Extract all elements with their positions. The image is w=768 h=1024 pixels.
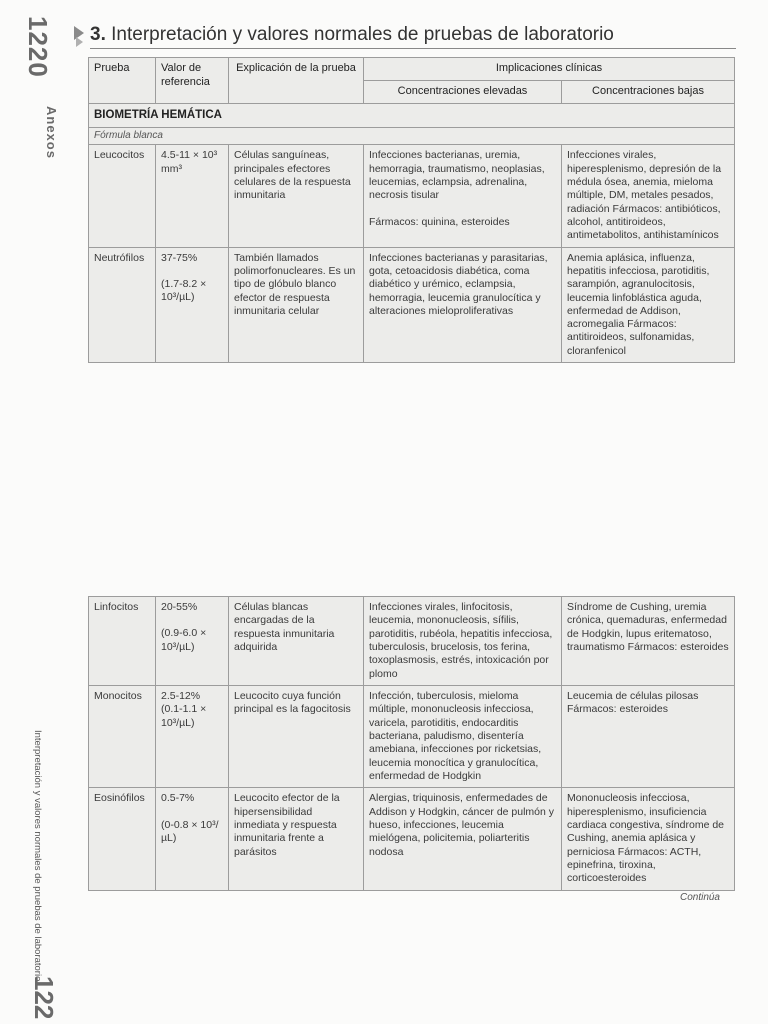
cell-low — [562, 247, 735, 363]
cell-reference-paragraph: 37-75% — [161, 251, 198, 264]
table-row — [89, 145, 735, 247]
cell-reference — [156, 597, 229, 686]
table-row — [89, 597, 735, 686]
cell-low-paragraph: Leucemia de células pilosas Fármacos: esteroides — [567, 689, 699, 716]
cell-high-paragraph: Infecciones bacterianas y parasitarias, gota, cetoacidosis diabética, coma diabético y urémico, eclampsia, hemorragia, leucemia granulocítica y alteraciones mieloproliferativas — [369, 251, 548, 317]
cell-explanation: También llamados polimorfonucleares. Es un tipo de glóbulo blanco efector de respuesta inmunitaria celular — [229, 247, 364, 363]
cell-high — [364, 685, 562, 787]
table-row — [89, 685, 735, 787]
cell-high — [364, 788, 562, 890]
cell-explanation: Células blancas encargadas de la respuesta inmunitaria adquirida — [229, 597, 364, 686]
cell-high-paragraph: Infecciones virales, linfocitosis, leucemia, mononucleosis, sífilis, parotiditis, rubéola, hepatitis infecciosa, tuberculosis, brucelosis, tos ferina, toxoplasmosis, estrés, intoxicación por plomo — [369, 601, 553, 680]
table-row — [89, 788, 735, 890]
cell-low-paragraph: Infecciones virales, hiperesplenismo, depresión de la médula ósea, anemia, mieloma múltiple, DM, metales pesados, radiación Fármacos: antibióticos, alcohol, antitiroideos, antimetabolitos, antihistamínicos — [567, 149, 722, 242]
page-number-top: 1220 — [23, 16, 53, 78]
page-number-bottom: 122 — [29, 976, 59, 1020]
cell-low-paragraph: Anemia aplásica, influenza, hepatitis infecciosa, parotiditis, sarampión, agranulocitosis, leucemia linfoblástica aguda, enfermedad de Addison, acromegalia Fármacos: antitiroideos, sulfonamidas, cloranfenicol — [567, 251, 710, 357]
cell-reference-paragraph: 0.5-7% — [161, 792, 195, 805]
cell-high — [364, 597, 562, 686]
continues-label: Continúa — [679, 892, 720, 903]
cell-high-paragraph: Fármacos: quinina, esteroides — [369, 215, 510, 228]
cell-reference-paragraph: 2.5-12% (0.1-1.1 × 10³/µL) — [161, 689, 207, 729]
cell-low-paragraph: Síndrome de Cushing, uremia crónica, quemaduras, enfermedad de Hodgkin, lupus eritematoso, traumatismo Fármacos: esteroides — [567, 601, 729, 653]
cell-high-paragraph: Infecciones bacterianas, uremia, hemorragia, traumatismo, neoplasias, leucemias, eclampsia, adrenalina, necrosis tisular — [369, 149, 545, 202]
chapter-title: Interpretación y valores normales de pruebas de laboratorio — [111, 24, 614, 45]
cell-explanation: Leucocito efector de la hipersensibilidad inmediata y respuesta inmunitaria frente a parásitos — [229, 788, 364, 890]
chapter-header — [90, 24, 736, 49]
cell-high — [364, 145, 562, 247]
chapter-arrow-small-icon — [76, 37, 83, 47]
sidebar-bottom — [28, 730, 59, 1020]
cell-low — [562, 788, 735, 890]
header-test: Prueba — [89, 58, 156, 104]
subsection-title: Fórmula blanca — [89, 127, 735, 145]
cell-explanation: Leucocito cuya función principal es la fagocitosis — [229, 685, 364, 787]
cell-reference — [156, 788, 229, 890]
cell-high-paragraph: Alergias, triquinosis, enfermedades de Addison y Hodgkin, cáncer de pulmón y hueso, infecciones, leucemia mielógena, policitemia, poliarteritis nodosa — [369, 792, 555, 858]
cell-low — [562, 597, 735, 686]
section-label: Anexos — [44, 106, 59, 159]
header-high: Concentraciones elevadas — [364, 80, 562, 103]
header-low: Concentraciones bajas — [562, 80, 735, 103]
section-title: BIOMETRÍA HEMÁTICA — [89, 103, 735, 127]
lab-table-top — [88, 57, 734, 363]
cell-reference-paragraph: (0.9-6.0 × 10³/µL) — [161, 627, 207, 653]
cell-low — [562, 145, 735, 247]
cell-test: Eosinófilos — [89, 788, 156, 890]
cell-reference-paragraph: 4.5-11 × 10³ mm³ — [161, 149, 218, 175]
cell-high-paragraph: Infección, tuberculosis, mieloma múltiple, mononucleosis infecciosa, varicela, parotiditis, endocarditis bacteriana, paludismo, disentería amebiana, infecciones por ricketsias, leucemia monocítica y granulocítica, enfermedad de Hodgkin — [369, 689, 542, 782]
cell-low — [562, 685, 735, 787]
header-explanation: Explicación de la prueba — [229, 58, 364, 104]
cell-reference — [156, 685, 229, 787]
running-title: Interpretación y valores normales de pruebas de laboratorio — [32, 730, 43, 982]
chapter-number: 3. — [90, 24, 106, 45]
table-row — [89, 247, 735, 363]
cell-test: Linfocitos — [89, 597, 156, 686]
cell-explanation: Células sanguíneas, principales efectores celulares de la respuesta inmunitaria — [229, 145, 364, 247]
cell-high — [364, 247, 562, 363]
cell-reference — [156, 145, 229, 247]
cell-test: Leucocitos — [89, 145, 156, 247]
lab-table-bottom — [88, 596, 734, 891]
cell-reference — [156, 247, 229, 363]
cell-reference-paragraph: 20-55% — [161, 601, 198, 613]
cell-reference-paragraph: (0-0.8 × 10³/µL) — [161, 818, 219, 844]
cell-low-paragraph: Mononucleosis infecciosa, hiperesplenismo, insuficiencia cardiaca congestiva, síndrome de Cushing, anemia aplásica y perniciosa Fármacos: ACTH, epinefrina, tiroxina, corticoesteroides — [567, 792, 725, 885]
cell-test: Monocitos — [89, 685, 156, 787]
header-reference: Valor de referencia — [156, 58, 229, 104]
cell-reference-paragraph: (1.7-8.2 × 10³/µL) — [161, 277, 207, 304]
cell-test: Neutrófilos — [89, 247, 156, 363]
header-implications: Implicaciones clínicas — [364, 58, 735, 81]
